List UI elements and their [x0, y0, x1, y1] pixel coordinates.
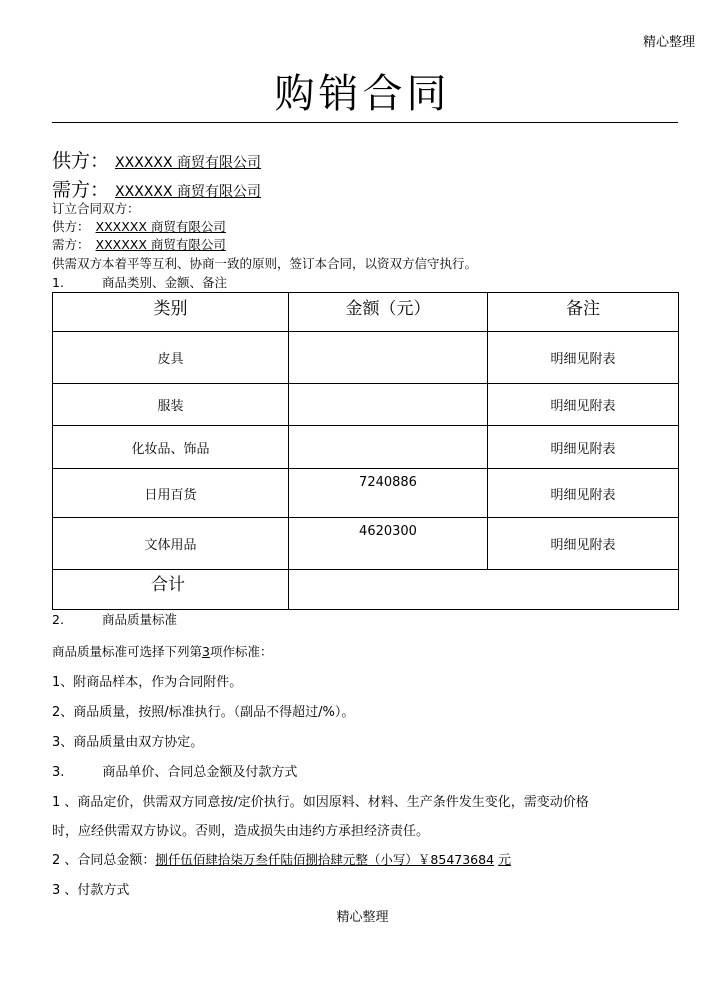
row-amount: [289, 332, 488, 384]
pricing-line-1: 1 、商品定价，供需双方同意按/定价执行。如因原料、材料、生产条件发生变化，需变动价格: [52, 795, 589, 810]
quality-intro: [52, 642, 272, 660]
row-note: 明细见附表: [488, 384, 679, 426]
supplier-line: [52, 146, 261, 173]
row-category: 文体用品: [53, 518, 289, 570]
row-category: 日用百货: [53, 469, 289, 518]
buyer-label: 需方：: [52, 179, 110, 201]
payment-method: 3 、付款方式: [52, 883, 130, 898]
page-title: 购销合同: [274, 71, 451, 117]
supplier-name: XXXXXX 商贸有限公司: [115, 155, 262, 171]
total-amount-line: [52, 849, 511, 868]
section1-heading: [52, 273, 227, 291]
table-row: [53, 384, 679, 426]
table-row: [53, 426, 679, 469]
buyer-small-line: [52, 235, 226, 253]
principle-text: 供需双方本着平等互利、协商一致的原则，签订本合同，以资双方信守执行。: [52, 256, 478, 271]
section2-num: 2.: [52, 612, 64, 627]
supplier-small-line: [52, 217, 226, 235]
row-note: 明细见附表: [488, 518, 679, 570]
quality-intro-pre: 商品质量标准可选择下列第: [52, 644, 203, 659]
quality-item-3: 3、商品质量由双方协定。: [52, 735, 204, 750]
quality-intro-num: 3: [202, 644, 210, 659]
row-amount: [289, 426, 488, 469]
total-amount: [289, 570, 679, 610]
section2-heading: [52, 610, 177, 628]
total-suffix: 元: [498, 853, 512, 868]
parties-intro: 订立合同双方：: [52, 201, 140, 216]
row-amount: [289, 384, 488, 426]
table-header-row: [53, 293, 679, 332]
footer-note: 精心整理: [336, 910, 389, 925]
buyer-small-name: XXXXXX 商贸有限公司: [95, 237, 226, 252]
section2-title: 商品质量标准: [101, 612, 177, 627]
title-divider: [52, 122, 678, 123]
total-words: 捌仟伍佰肆拾柒万叁仟陆佰捌拾肆元整（小写）￥85473684: [155, 852, 495, 867]
row-category: 服装: [53, 384, 289, 426]
row-note: 明细见附表: [488, 426, 679, 469]
goods-table: [52, 292, 679, 610]
pricing-line-2: 时，应经供需双方协议。否则，造成损失由违约方承担经济责任。: [52, 824, 430, 839]
buyer-line: [52, 175, 261, 202]
section1-num: 1.: [52, 275, 64, 290]
table-row: [53, 332, 679, 384]
header-note: 精心整理: [642, 35, 695, 50]
row-amount: 4620300: [289, 518, 488, 570]
row-note: 明细见附表: [488, 469, 679, 518]
buyer-small-label: 需方：: [52, 237, 90, 252]
table-total-row: [53, 570, 679, 610]
total-prefix: 2 、合同总金额：: [52, 853, 156, 868]
quality-item-2: 2、商品质量，按照/标准执行。（副品不得超过/%）。: [52, 705, 355, 720]
buyer-name: XXXXXX 商贸有限公司: [115, 184, 262, 200]
section3-num: 3.: [52, 765, 65, 780]
quality-intro-post: 项作标准：: [209, 644, 273, 659]
supplier-small-name: XXXXXX 商贸有限公司: [95, 219, 226, 234]
section3-title: 商品单价、合同总金额及付款方式: [102, 765, 298, 780]
row-category: 化妆品、饰品: [53, 426, 289, 469]
header-note: 备注: [488, 293, 679, 332]
table-row: [53, 518, 679, 570]
supplier-small-label: 供方：: [52, 219, 90, 234]
row-category: 皮具: [53, 332, 289, 384]
total-label: 合计: [53, 570, 289, 610]
section1-title: 商品类别、金额、备注: [101, 275, 227, 290]
header-category: 类别: [53, 293, 289, 332]
section3-heading: [52, 761, 297, 780]
table-row: [53, 469, 679, 518]
supplier-label: 供方：: [52, 150, 110, 172]
header-amount: 金额（元）: [289, 293, 488, 332]
row-note: 明细见附表: [488, 332, 679, 384]
row-amount: 7240886: [289, 469, 488, 518]
quality-item-1: 1、附商品样本，作为合同附件。: [52, 675, 243, 690]
